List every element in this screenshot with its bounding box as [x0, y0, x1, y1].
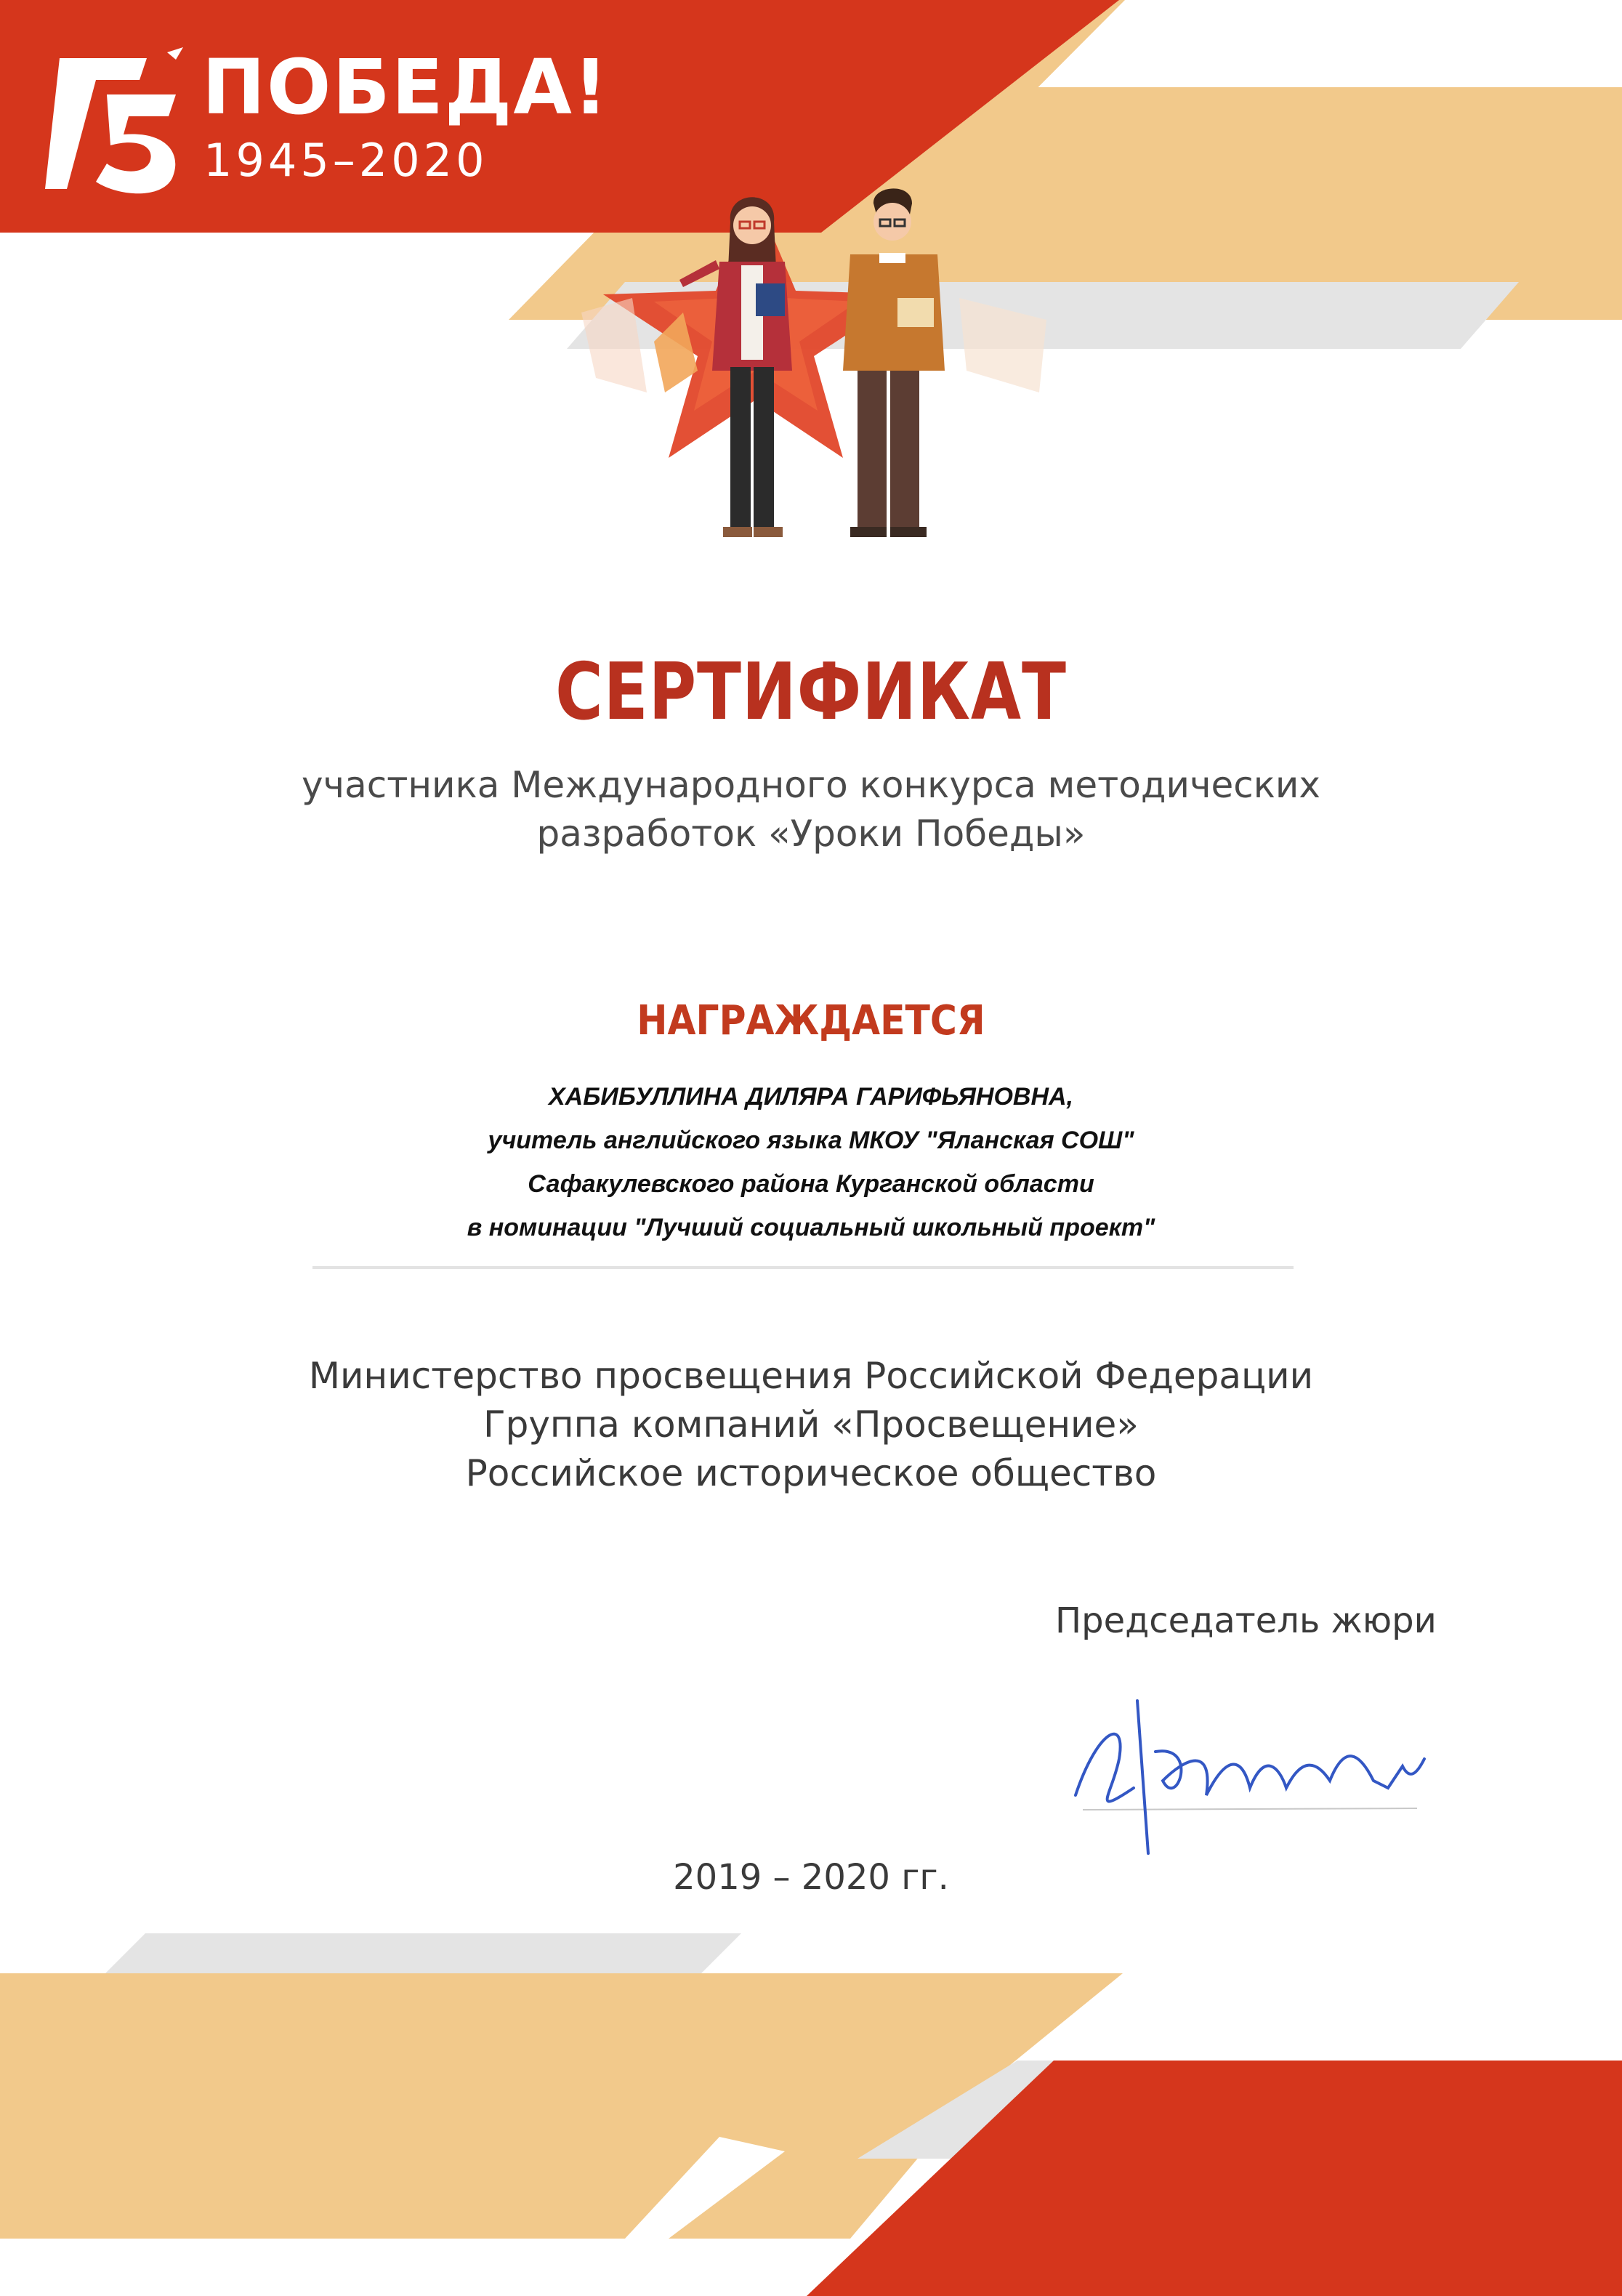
recipient-region: Сафакулевского района Курганской области	[528, 1170, 1094, 1198]
logo-years: 1945–2020	[203, 134, 488, 187]
organizer-history-society: Российское историческое общество	[465, 1452, 1157, 1494]
subtitle-line-2: разработок «Уроки Победы»	[536, 813, 1086, 855]
academic-year: 2019 – 2020 гг.	[673, 1857, 949, 1898]
recipient-position: учитель английского языка МКОУ "Яланская СОШ"	[488, 1127, 1134, 1154]
bottom-decoration	[0, 1933, 1622, 2296]
recipient-nomination: в номинации "Лучший социальный школьный проект"	[467, 1214, 1155, 1241]
certificate-title: СЕРТИФИКАТ	[555, 647, 1067, 738]
logo-title: ПОБЕДА!	[202, 43, 610, 132]
organizer-ministry: Министерство просвещения Российской Федерации	[308, 1355, 1314, 1397]
teachers-illustration	[538, 153, 1090, 589]
star-emblem-icon	[38, 44, 190, 196]
subtitle-line-1: участника Международного конкурса методических	[301, 764, 1321, 806]
awarded-label: НАГРАЖДАЕТСЯ	[637, 997, 985, 1044]
jury-chairman-label: Председатель жюри	[1055, 1600, 1437, 1641]
recipient-name: ХАБИБУЛЛИНА ДИЛЯРА ГАРИФЬЯНОВНА,	[548, 1083, 1074, 1111]
signature-scribble	[1068, 1686, 1432, 1861]
divider	[312, 1266, 1294, 1269]
organizer-prosveshchenie: Группа компаний «Просвещение»	[483, 1403, 1139, 1446]
